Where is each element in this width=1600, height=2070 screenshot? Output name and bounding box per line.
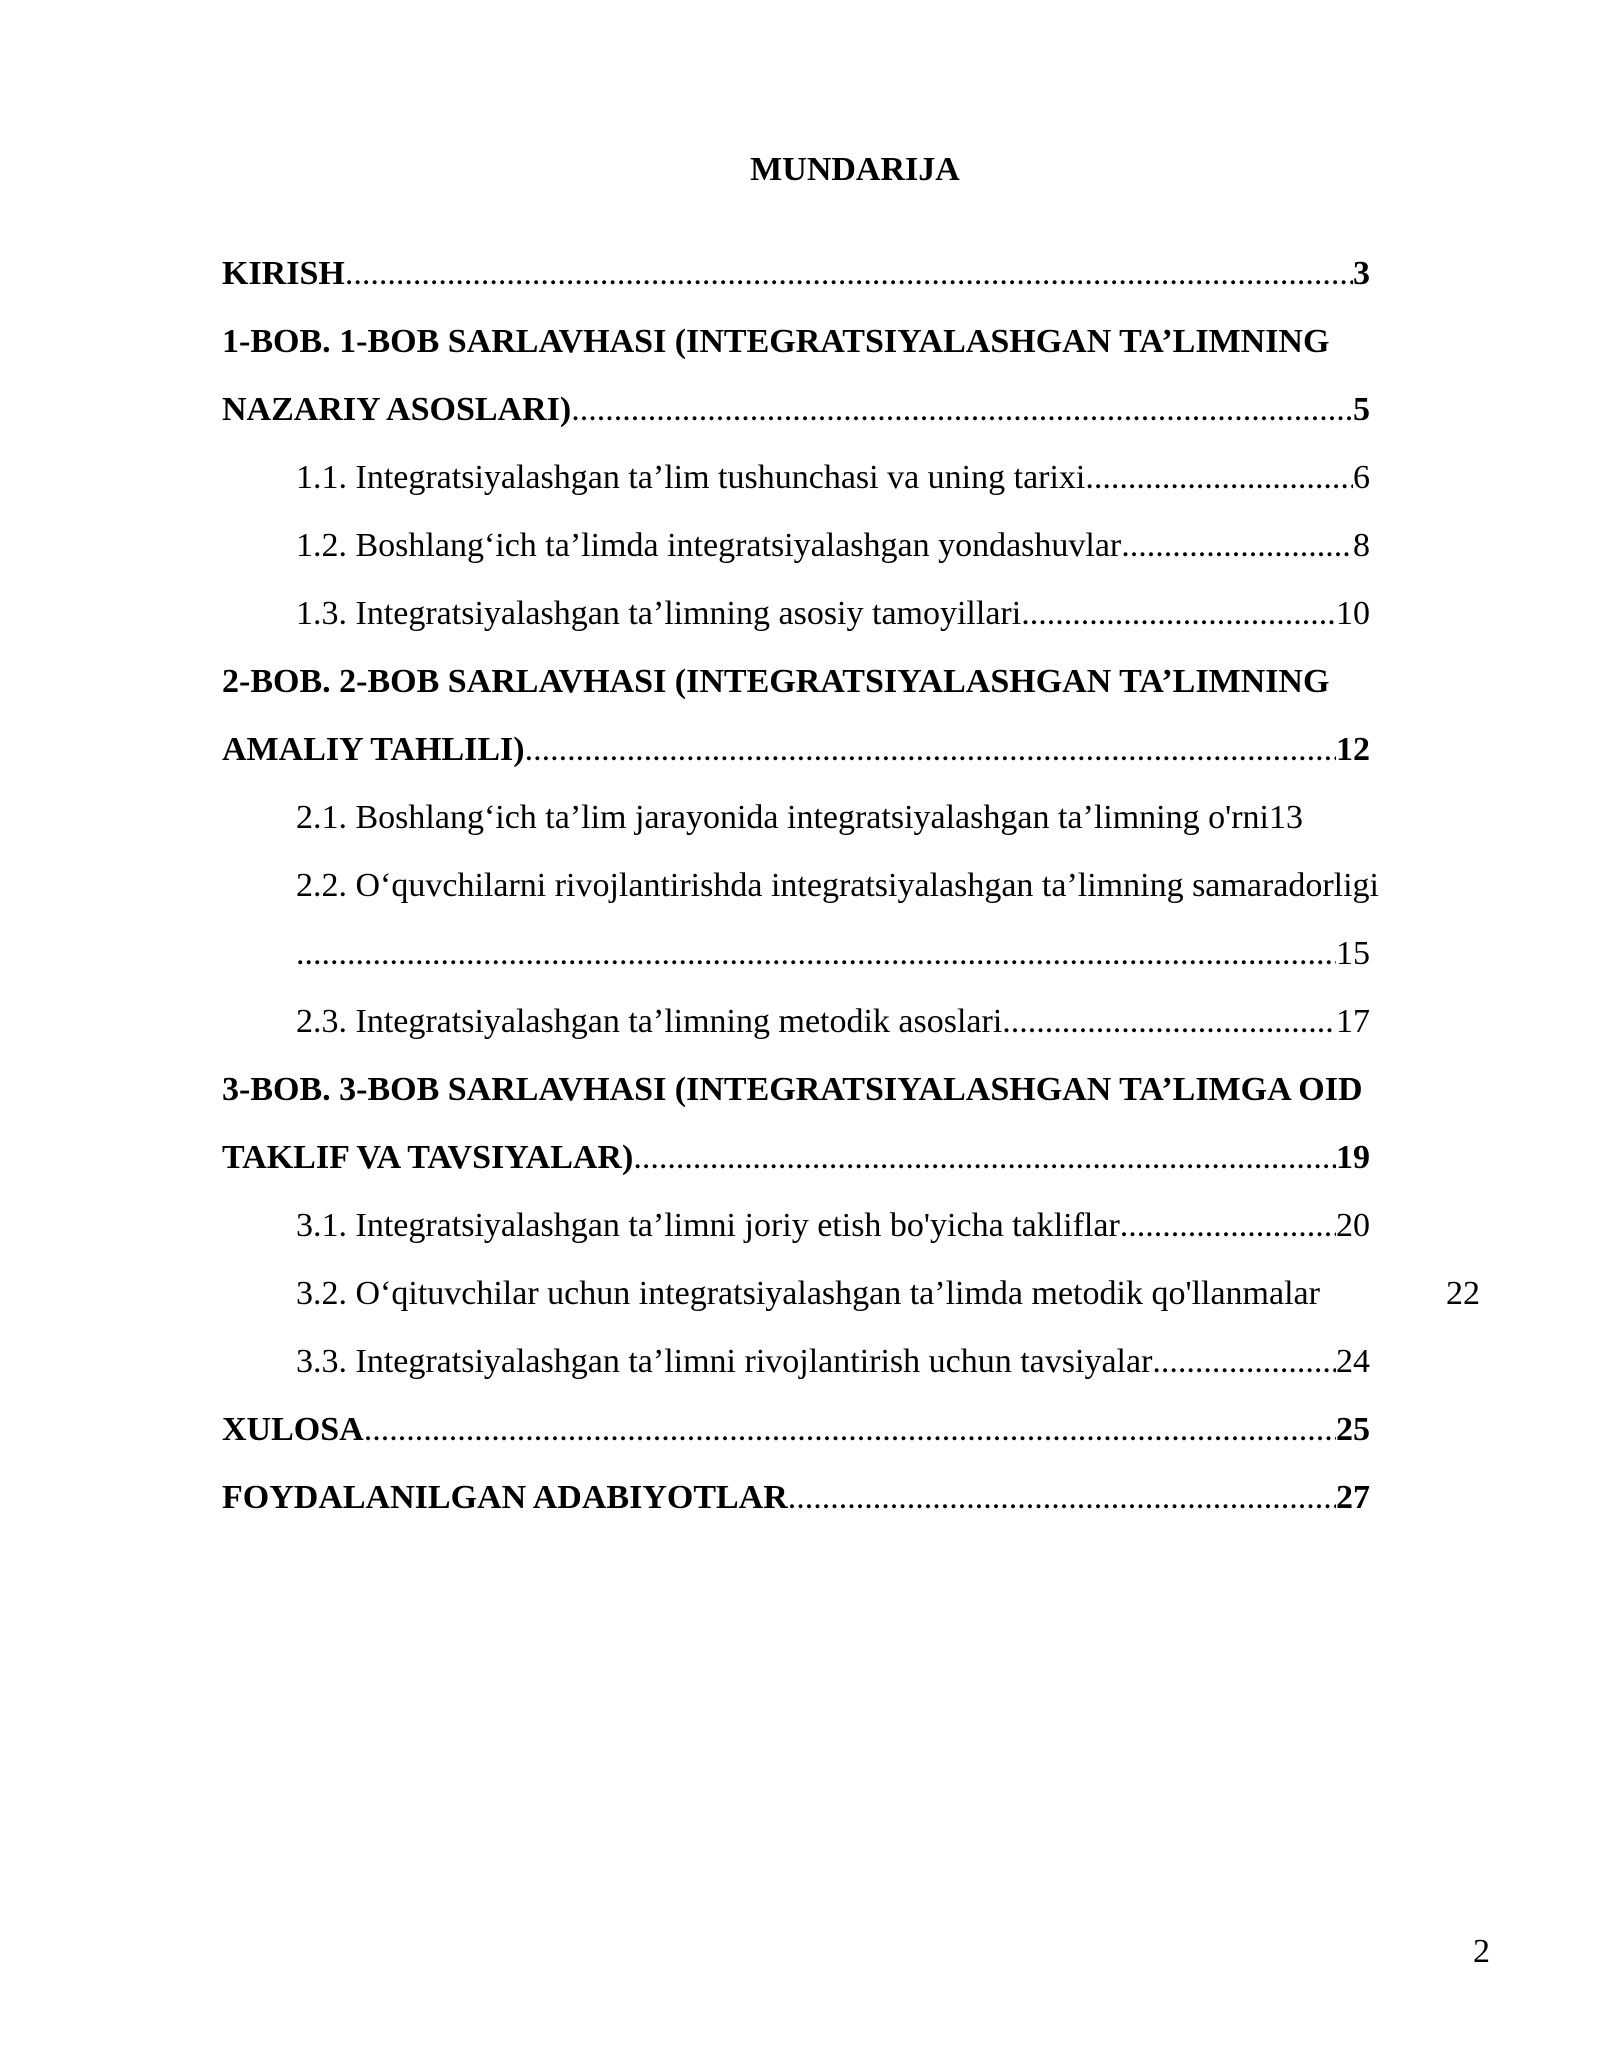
toc-entry-label: 3.3. Integratsiyalashgan ta’limni rivojlantirish uchun tavsiyalar xyxy=(296,1343,1153,1380)
toc-entry-label: 3.2. O‘qituvchilar uchun integratsiyalashgan ta’limda metodik qo'llanmalar xyxy=(296,1275,1320,1312)
toc-entry-section-1-1[interactable] xyxy=(222,444,1448,512)
dot-leader xyxy=(364,1396,1336,1464)
toc-page-number: 3 xyxy=(1353,255,1370,292)
table-of-contents xyxy=(222,240,1480,1532)
toc-page-number: 27 xyxy=(1336,1479,1370,1516)
toc-page-number: 22 xyxy=(1446,1275,1480,1312)
toc-entry-section-1-2[interactable] xyxy=(222,512,1448,580)
dot-leader xyxy=(296,920,1336,988)
dot-leader xyxy=(1152,1328,1336,1396)
toc-entry-label: 2.3. Integratsiyalashgan ta’limning metodik asoslari xyxy=(296,1003,1003,1040)
page-number: 2 xyxy=(1473,1933,1490,1970)
toc-entry-xulosa[interactable] xyxy=(222,1396,1448,1464)
toc-entry-label: XULOSA xyxy=(222,1411,364,1448)
toc-entry-section-3-2[interactable] xyxy=(222,1260,1480,1328)
toc-entry-label: KIRISH xyxy=(222,255,345,292)
toc-entry-section-2-1[interactable] xyxy=(222,784,1448,852)
toc-page-number: 24 xyxy=(1336,1343,1370,1380)
toc-page-number: 6 xyxy=(1353,459,1370,496)
toc-page-number: 20 xyxy=(1336,1207,1370,1244)
toc-entry-label: 3.1. Integratsiyalashgan ta’limni joriy etish bo'yicha takliflar xyxy=(296,1207,1120,1244)
dot-leader xyxy=(525,716,1336,784)
dot-leader xyxy=(1120,1192,1336,1260)
dot-leader xyxy=(571,376,1353,444)
toc-entry-chapter-3[interactable] xyxy=(222,1056,1448,1192)
toc-entry-chapter-1[interactable] xyxy=(222,308,1448,444)
toc-entry-label: 2.1. Boshlang‘ich ta’lim jarayonida integratsiyalashgan ta’limning o'rni xyxy=(296,799,1270,836)
toc-entry-label: 1.1. Integratsiyalashgan ta’lim tushunchasi va uning tarixi xyxy=(296,459,1086,496)
toc-entry-label-continued: TAKLIF VA TAVSIYALAR) xyxy=(222,1139,634,1176)
toc-entry-section-1-3[interactable] xyxy=(222,580,1448,648)
dot-leader xyxy=(633,1124,1336,1192)
toc-page-number: 10 xyxy=(1336,595,1370,632)
dot-leader xyxy=(1085,444,1353,512)
dot-leader xyxy=(1002,988,1336,1056)
toc-page-number: 8 xyxy=(1353,527,1370,564)
dot-leader xyxy=(1021,580,1336,648)
dot-leader xyxy=(345,240,1353,308)
toc-entry-section-2-3[interactable] xyxy=(222,988,1448,1056)
toc-entry-section-3-1[interactable] xyxy=(222,1192,1448,1260)
toc-entry-label: 3-BOB. 3-BOB SARLAVHASI (INTEGRATSIYALASHGAN TA’LIMGA OID xyxy=(222,1071,1363,1108)
toc-entry-label: 2-BOB. 2-BOB SARLAVHASI (INTEGRATSIYALASHGAN TA’LIMNING xyxy=(222,663,1330,700)
toc-entry-label: FOYDALANILGAN ADABIYOTLAR xyxy=(222,1479,788,1516)
toc-page-number: 13 xyxy=(1269,799,1304,836)
toc-entry-label: 1.2. Boshlang‘ich ta’limda integratsiyalashgan yondashuvlar xyxy=(296,527,1122,564)
toc-page-number: 12 xyxy=(1336,731,1370,768)
toc-entry-label-continued: NAZARIY ASOSLARI) xyxy=(222,391,572,428)
page-title: MUNDARIJA xyxy=(750,151,960,188)
toc-page-number: 19 xyxy=(1336,1139,1370,1176)
toc-entry-label: 1-BOB. 1-BOB SARLAVHASI (INTEGRATSIYALASHGAN TA’LIMNING xyxy=(222,323,1330,360)
toc-entry-label: 1.3. Integratsiyalashgan ta’limning asosiy tamoyillari xyxy=(296,595,1022,632)
toc-page-number: 25 xyxy=(1336,1411,1370,1448)
dot-leader xyxy=(788,1464,1336,1532)
toc-entry-label-continued: AMALIY TAHLILI) xyxy=(222,731,525,768)
toc-entry-kirish[interactable] xyxy=(222,240,1448,308)
toc-page-number: 15 xyxy=(1336,935,1370,972)
toc-page-number: 5 xyxy=(1353,391,1370,428)
toc-entry-label: 2.2. O‘quvchilarni rivojlantirishda integratsiyalashgan ta’limning samaradorligi xyxy=(296,867,1380,904)
toc-entry-adabiyotlar[interactable] xyxy=(222,1464,1448,1532)
toc-page-number: 17 xyxy=(1336,1003,1370,1040)
toc-entry-section-2-2[interactable] xyxy=(222,852,1448,988)
toc-entry-chapter-2[interactable] xyxy=(222,648,1448,784)
dot-leader xyxy=(1121,512,1353,580)
toc-entry-section-3-3[interactable] xyxy=(222,1328,1448,1396)
